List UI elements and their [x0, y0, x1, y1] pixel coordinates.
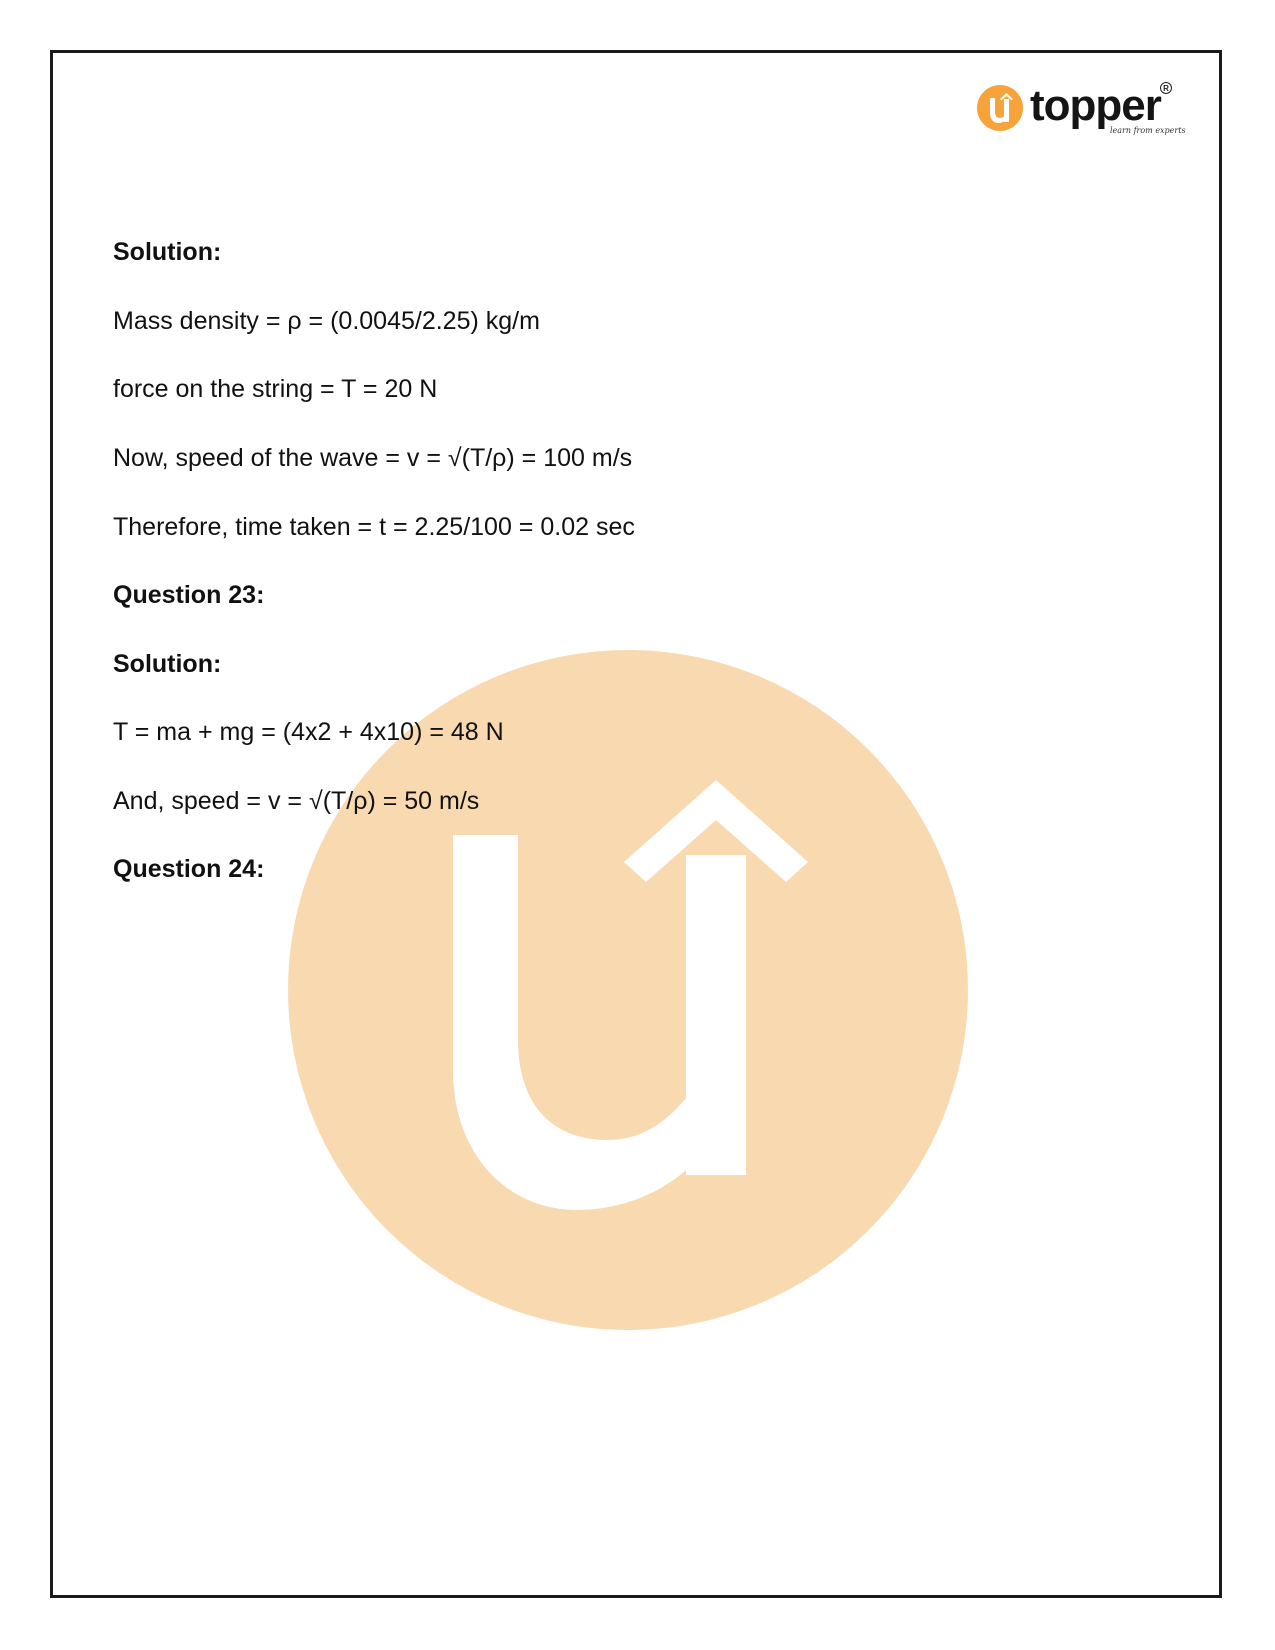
solution-heading: Solution:	[113, 650, 222, 678]
solution-heading: Solution:	[113, 238, 222, 266]
speed-line: And, speed = v = √(T/ρ) = 50 m/s	[113, 787, 480, 815]
wave-speed-line: Now, speed of the wave = v = √(T/ρ) = 100 m/s	[113, 444, 633, 472]
topper-logo	[976, 80, 1186, 142]
logo-wordmark: topper	[1030, 81, 1161, 130]
mass-density-line: Mass density = ρ = (0.0045/2.25) kg/m	[113, 307, 540, 335]
question-heading: Question 24:	[113, 855, 265, 883]
force-line: force on the string = T = 20 N	[113, 375, 438, 403]
tension-line: T = ma + mg = (4x2 + 4x10) = 48 N	[113, 718, 504, 746]
logo-tagline: learn from experts	[1110, 126, 1186, 135]
question-heading: Question 23:	[113, 581, 265, 609]
topper-watermark-icon	[288, 650, 968, 1330]
logo-badge-icon	[976, 84, 1024, 132]
time-taken-line: Therefore, time taken = t = 2.25/100 = 0.02 sec	[113, 513, 635, 541]
registered-mark: R	[1160, 82, 1172, 94]
